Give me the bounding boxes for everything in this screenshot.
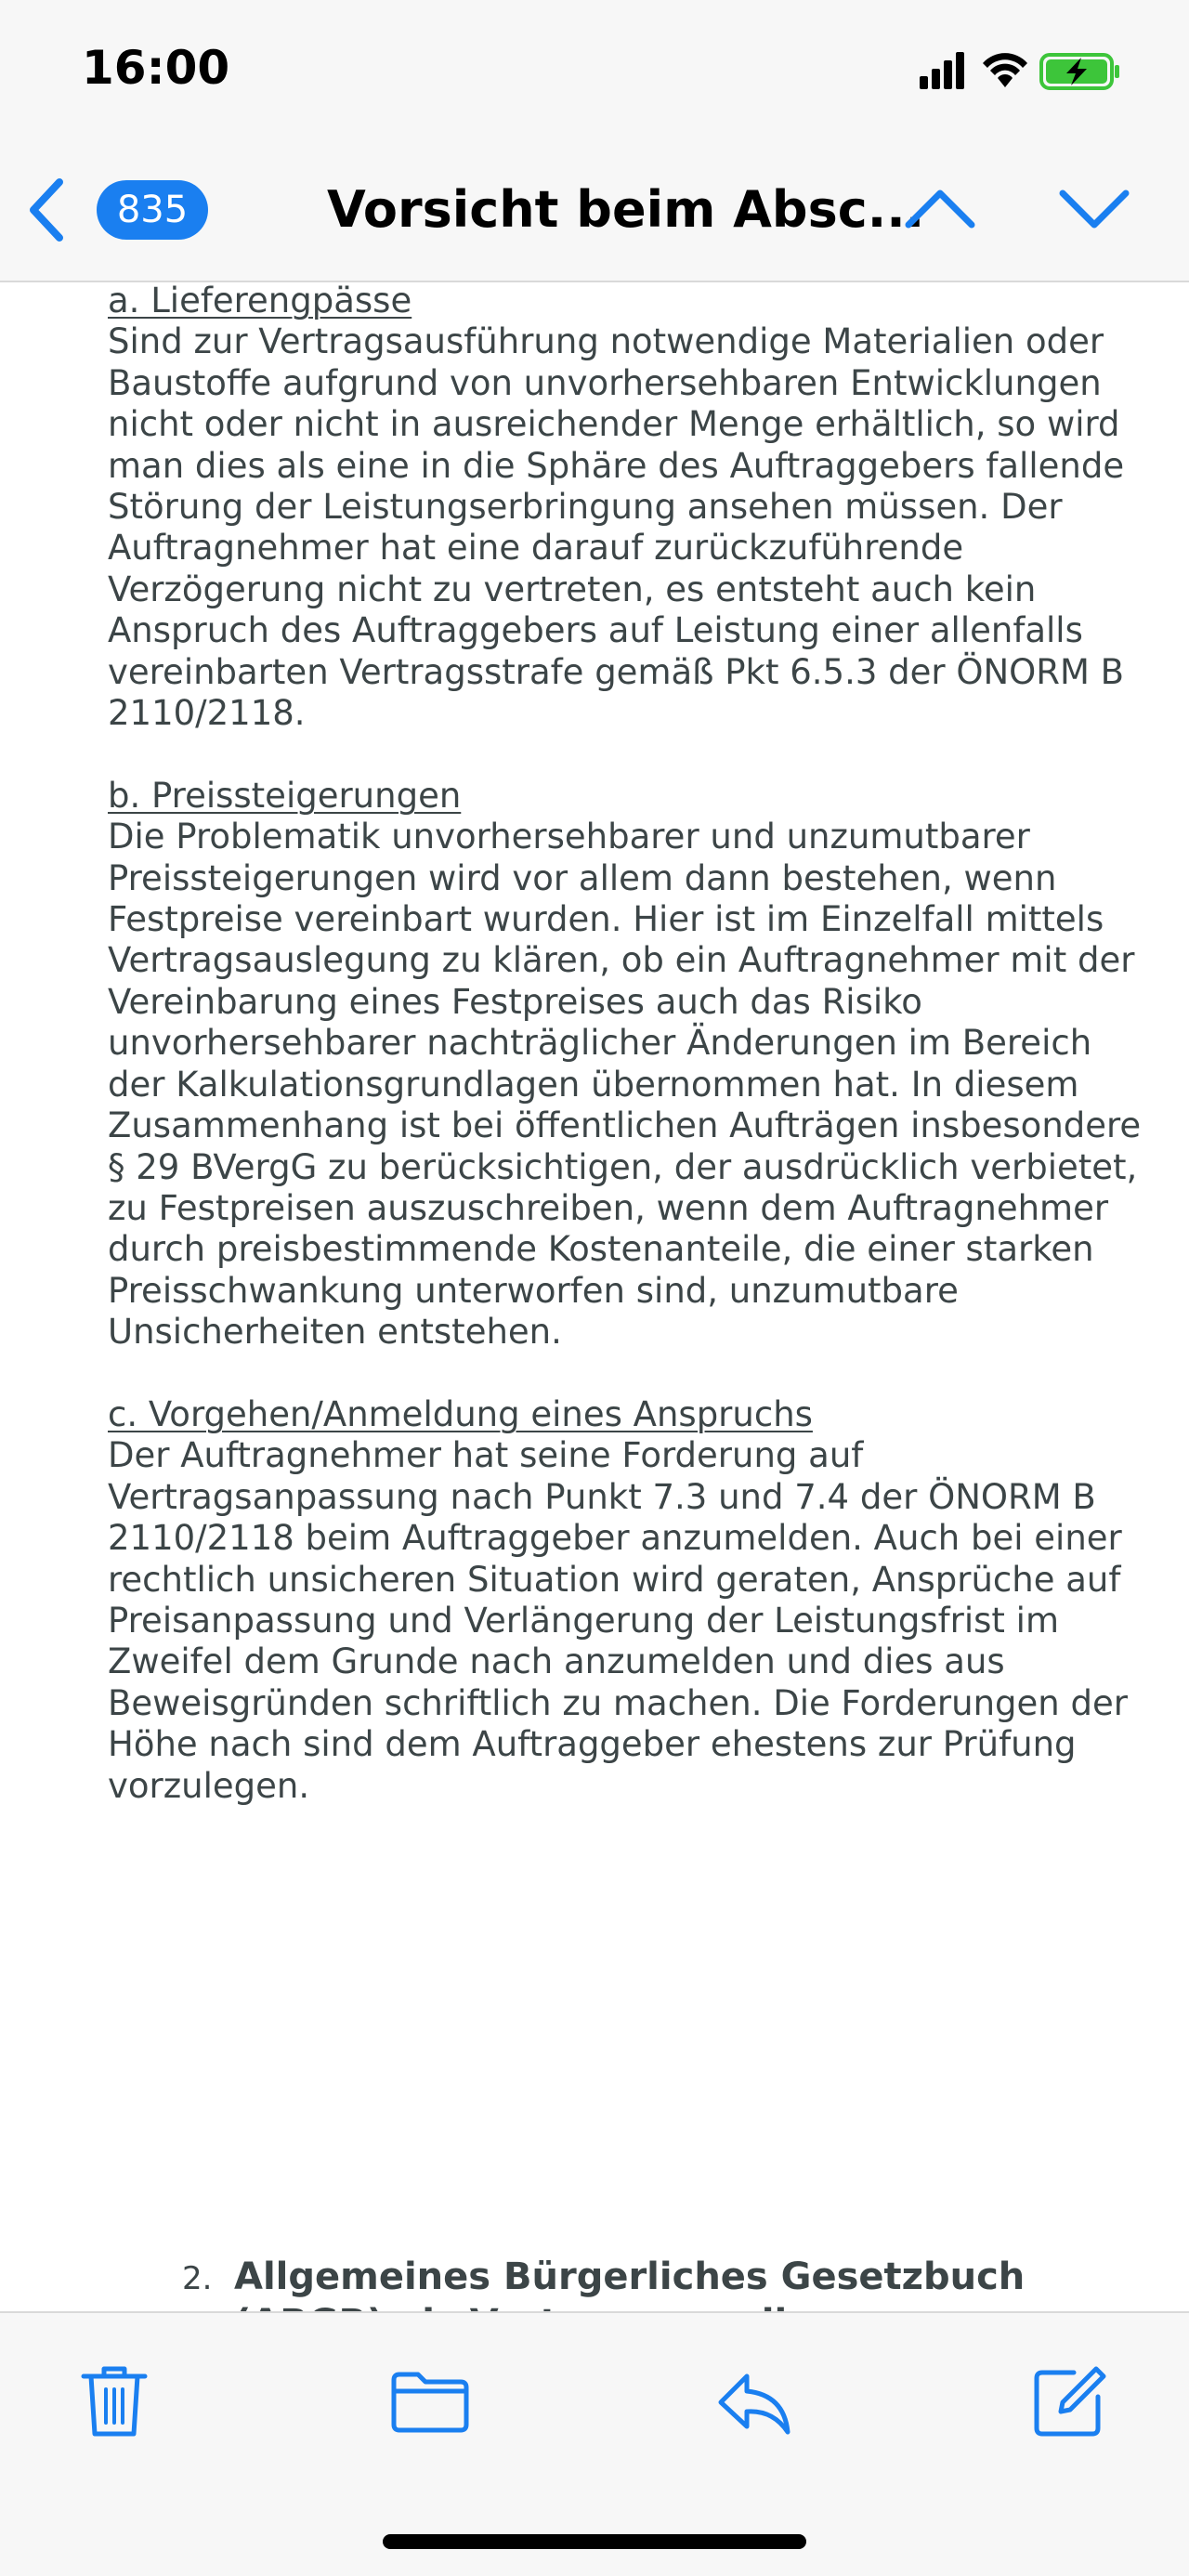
section-body: Die Problematik unvorhersehbarer und unzumutbarer Preissteigerungen wird vor allem dann bestehen, wenn Festpreise vereinbart wurden. Hier ist im Einzelfall mittels Vertragsauslegung zu klären, ob ein Auftragnehmer mit der Vereinbarung eines Festpreises auch das Risiko unvorhersehbarer nachträglicher Änderungen im Bereich der Kalkulationsgrundlagen übernommen hat. In diesem Zusammenhang ist bei öffentlichen Aufträgen insbesondere § 29 BVergG zu berücksichtigen, der ausdrücklich verbietet, zu Festpreisen auszuschreiben, wenn dem Auftragnehmer durch preisbestimmende Kostenanteile, die einer starken Preisschwankung unterworfen sind, unzumutbare Unsicherheiten entstehen. [108,817,1142,1353]
section-vorgehen [108,1394,1157,1807]
trash-icon [72,2360,156,2443]
status-time: 16:00 [82,41,230,95]
section-heading: b. Preissteigerungen [108,775,462,816]
wifi-icon [983,53,1027,87]
list-heading-text: Allgemeines Bürgerliches Gesetzbuch [234,2256,1026,2298]
reply-button[interactable] [712,2360,795,2443]
list-number: 2. [182,2260,213,2297]
cellular-signal-icon [920,52,964,89]
nav-bar [0,139,1189,282]
chevron-down-icon [1057,177,1131,242]
next-message-button[interactable] [1057,177,1131,242]
section-body: Sind zur Vertragsausführung notwendige Materialien oder Baustoffe aufgrund von unvorhersehbaren Entwicklungen nicht oder nicht in ausreichender Menge erhältlich, so wird man dies als eine in die Sphäre des Auftraggebers fallende Störung der Leistungserbringung ansehen müssen. Der Auftragnehmer hat eine darauf zurückzuführende Verzögerung nicht zu vertreten, es entsteht auch kein Anspruch des Auftraggebers auf Leistung einer allenfalls vereinbarten Vertragsstrafe gemäß Pkt 6.5.3 der ÖNORM B 2110/2118. [108,321,1125,734]
previous-message-button[interactable] [903,177,977,242]
section-preissteigerungen [108,776,1157,1353]
message-count-badge[interactable]: 835 [97,180,208,240]
battery-charging-icon [1041,55,1119,88]
folder-icon [388,2360,472,2443]
email-body [108,281,1157,2311]
delete-button[interactable] [72,2360,156,2443]
chevron-left-icon [24,173,71,247]
compose-icon [1027,2360,1111,2443]
reply-icon [712,2360,795,2443]
bottom-toolbar [0,2311,1189,2576]
section-heading: a. Lieferengpässe [108,281,412,320]
chevron-up-icon [903,177,977,242]
status-icons [920,48,1143,95]
section-lieferengpaesse [108,281,1157,734]
back-button[interactable] [24,173,71,247]
nav-title: Vorsicht beim Absc... [327,180,925,239]
section-heading: c. Vorgehen/Anmeldung eines Anspruchs [108,1393,813,1434]
section-body: Der Auftragnehmer hat seine Forderung auf Vertragsanpassung nach Punkt 7.3 und 7.4 der ÖNORM B 2110/2118 beim Auftraggeber anzumelden. Auch bei einer rechtlich unsicheren Situation wird geraten, Ansprüche auf Preisanpassung und Verlängerung der Leistungsfrist im Zweifel dem Grunde nach anzumelden und dies aus Beweisgründen schriftlich zu machen. Die Forderungen der Höhe nach sind dem Auftraggeber ehestens zur Prüfung vorzulegen. [108,1435,1128,1806]
move-to-folder-button[interactable] [388,2360,472,2443]
status-bar [0,0,1189,139]
compose-button[interactable] [1027,2360,1111,2443]
home-indicator[interactable] [383,2534,806,2549]
